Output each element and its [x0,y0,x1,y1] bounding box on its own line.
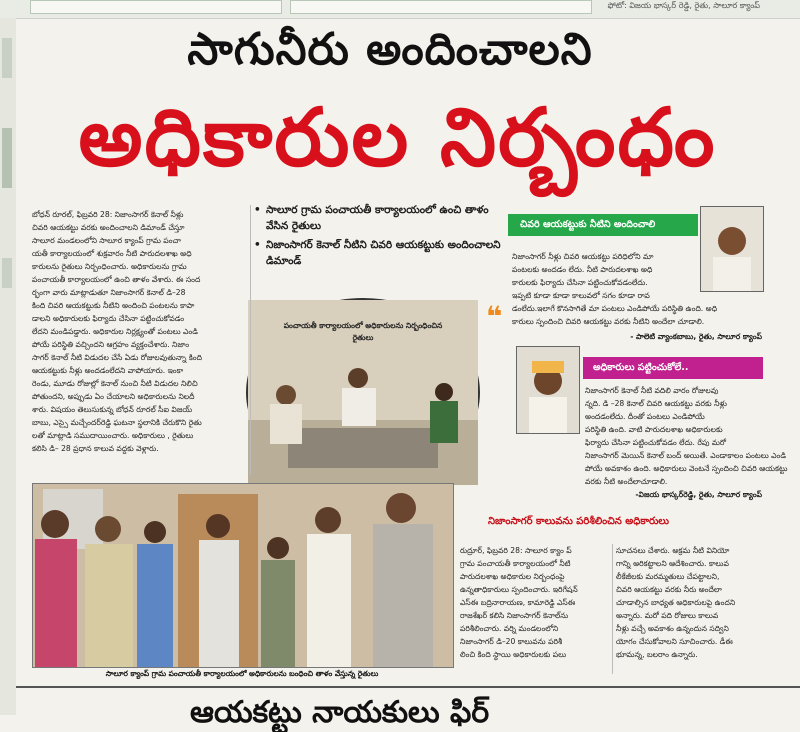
text-line: బోధన్ రూరల్, ఫిబ్రవరి 28: నిజాంసాగర్ కెనాల్ నీళ్లు [32,210,184,219]
text-line: శారు. విషయం తెలుసుకున్న బోధన్ రూరల్ సీఐ విజయ్ [32,405,193,414]
left-article [32,208,246,455]
text-line: ఫిర్యాదు చేసినా పట్టించుకోవడం లేదు. రేపు మరో [585,438,726,447]
text-line: సాలూర మండలంలోని సాలూర క్యాంప్ గ్రామ పంచా [32,236,181,245]
text-line: అందడంలేదు. దీంతో పంటలు ఎండిపోయే [585,412,705,421]
margin-strip [2,258,12,288]
main-photo [32,483,454,668]
text-line: రాజశేఖర్ కలిసి నిజాంసాగర్ కెనాల్‌ను [460,611,569,620]
text-line: చూడాల్సిన బాధ్యత అధికారులపై ఉందని [616,598,736,607]
text-line: భూమన్న, బలరాం ఉన్నారు. [616,650,698,659]
text-line: లించి కింది స్థాయి అధికారులకు పలు [460,650,567,659]
top-box-left [30,0,282,14]
top-strip [0,0,800,19]
text-line: పంటలకు అందడం లేదు. నీటి పారుదలశాఖ అధి [512,265,653,274]
bottom-headline: ఆయకట్టు నాయకులు ఫిర్ [190,695,490,730]
text-line: నిజాంసాగర్ కెనాల్ నీటి వదిలి వారం రోజులవు [585,386,719,395]
text-line: లతో మాట్లాడి సముదాయించారు. అధికారులు , రైతులు [32,431,194,440]
text-line: న్నది. డి –28 కెనాల్ చివరి ఆయకట్టు వరకు నీళ్లు [585,399,727,408]
text-line: డంలేదు.ఇలాగే కొనసాగితే మా పంటలు ఎండిపోయే పరిస్థితి ఉంది. అధి [512,304,718,313]
text-line: ఎస్ఈ బద్రినారాయణ, కామారెడ్డి ఎస్ఈ [460,598,576,607]
sub-article-col1 [460,544,610,661]
sub-article-title: నిజాంసాగర్ కాలువను పరిశీలించిన అధికారులు [488,516,669,527]
main-photo-scene [33,484,453,667]
text-line: యోగం చేసుకోవాలని సూచించారు. డీఈ [616,637,733,646]
text-line: కలిసి డి– 28 ప్రధాన కాలువ వద్దకు వెళ్లారు. [32,444,159,453]
text-line: గ్రామ పంచాయతీ కార్యాలయంలో నీటి [460,559,571,568]
inset-photo [246,298,480,487]
bullet-text: సాలూర గ్రామ పంచాయతీ కార్యాలయంలో ఉంచి తాళం వేసిన రైతులు [266,204,489,232]
magenta-box-title: అధికారులు పట్టించుకోలే.. [583,357,763,379]
headline-line1: సాగునీరు అందించాలని [187,24,593,75]
bullet-text: నిజాంసాగర్ కెనాల్ నీటిని చివరి ఆయకట్టుకు అందించాలని డిమాండ్ [266,239,501,267]
margin-strip [2,38,12,78]
text-line: యతీ కార్యాలయంలో శుక్రవారం నీటి పారుదలశాఖ అధి [32,249,192,258]
text-line: నీళ్లు వచ్చే అవకాశం ఉన్నందున సద్విని [616,624,729,633]
text-line: నిజాంసాగర్ నీళ్లు చివరి ఆయకట్టు పరిధిలోని మా [512,252,654,261]
text-line: కారులను రైతులు నిర్బంధించారు. అధికారులను గ్రామ [32,262,187,271]
text-line: పోయే పరిస్థితి వచ్చిందని ఆగ్రహం వ్యక్తంచేశారు. నిజాం [32,340,190,349]
bullet-item [254,237,504,269]
text-line: రెండు, మూడు రోజుల్లో కెనాల్ నుంచి నీటి విడుదల నిలిచి [32,379,198,388]
text-line: వరకు నీటి అందేలాచూడాలి. [585,477,668,486]
green-box-body [512,250,762,328]
magenta-box-body [585,384,788,488]
bullet-icon: • [254,239,261,251]
sub-article-col2 [616,544,766,661]
text-line: చివరి ఆయకట్టు వరకు నీరు అందేలా [616,585,722,594]
bullet-item [254,202,504,234]
text-line: పారుదలశాఖ అధికారుల నిర్బంధంపై [460,572,565,581]
text-line: పోతుందని, అప్పుడు ఏం చేయాలని అధికారులను నిలదీ [32,392,195,401]
text-line: కింది చివరి ఆయకట్టుకు నీటిని అందించి పంటలను కాపా [32,301,195,310]
text-line: డాలని అధికారులకు ఫిర్యాదు చేసినా పట్టించుకోవడం [32,314,185,323]
farmer-photo-2 [516,346,580,434]
text-line: కారులు స్పందించి చివరి ఆయకట్టు వరకు నీటిని అందేలా చూడాలి. [512,317,705,326]
inset-caption: పంచాయతీ కార్యాలయంలో అధికారులను నిర్బంధించిన రైతులు [283,321,443,342]
margin-strip [2,128,12,188]
bullet-icon: • [254,204,261,216]
top-box-mid [290,0,592,14]
text-line: పంచాయతీ కార్యాలయంలో ఉంచి తాళం వేశారు. ఈ సంద [32,275,201,284]
text-line: పరిశీలించారు. వర్ని మండలంలోని [460,624,559,633]
text-line: బాబు, ఎస్సై మచ్చేందర్‌రెడ్డి ఘటనా స్థలానికి చేరుకొని రైతు [32,418,202,427]
green-box-signature: - పాలెటి వ్యాంకబాబు, రైతు, సాలూర క్యాంప్ [630,332,762,341]
text-line: ఇప్పటి కూడా కూడా కాలువలో సగం కూడా రావ [512,291,650,300]
text-line: ర్భంగా వారు మాట్లాడుతూ నిజాంసాగర్ కెనాల్ డి–28 [32,288,186,297]
column-divider [250,205,251,475]
green-box-title: చివరి ఆయకట్టుకు నీటిని అందించాలి [508,214,698,236]
quote-mark-icon: ❝ [486,300,503,333]
text-line: అన్నారు. మరో పది రోజులు కాలువ [616,611,719,620]
text-line: పోయే అవకాశం ఉంది. అధికారులు వెంటనే స్పందించి చివరి ఆయకట్టు [585,464,788,473]
column-divider [612,544,613,674]
left-margin [0,18,16,715]
text-line: ఉన్నతాధికారులు స్పందించారు. ఇరిగేషన్ [460,585,578,594]
farmer-portrait-icon [517,347,579,433]
text-line: నిజాంసాగర్ డి–20 కాలువను పరిశీ [460,637,563,646]
text-line: నిజాంసాగర్ మెయిన్ కెనాల్ బంద్ అయితే. ఎండాకాలం పంటలు ఎండి [585,451,786,460]
magenta-box-signature: -విజయ భాస్కర్‌రెడ్డి, రైతు, సాలూర క్యాంప్ [635,490,762,499]
text-line: సూచనలు చేశారు. అక్రమ నీటి వినియో [616,546,730,555]
text-line: ఆయకట్టుకు నీళ్లు అందడంలేదని వాపోయారు. ఇంకా [32,366,184,375]
text-line: సాగర్ కెనాల్ నీటి విడుదల చేసే ఏడు రోజులవుతున్నా కింది [32,353,203,362]
text-line: పరిస్థితి ఉంది. వాటి పారుదలశాఖ అధికారులకు [585,425,723,434]
photo-credit: ఫోటో: విజయ భాస్కర్ రెడ్డి, రైతు, సాలూర క్యాంప్ [607,1,760,10]
main-photo-caption: సాలూర క్యాంప్ గ్రామ పంచాయతీ కార్యాలయంలో అధికారులను బంధించి తాళం వేస్తున్న రైతులు [105,669,379,678]
text-line: చివరి ఆయకట్టు వరకు అందించాలని డిమాండ్ చేస్తూ [32,223,185,232]
text-line: లీకేజీలకు మరమ్మతులు చేపట్టాలని, [616,572,720,581]
headline-line2: అధికారుల నిర్బంధం [78,91,717,184]
bottom-rule [16,686,800,688]
text-line: కారులకు ఫిర్యాదు చేసినా పట్టించుకోవడంలేదు. [512,278,648,287]
bullet-list [254,202,504,272]
text-line: లేదని మండిపడ్డారు. అధికారుల నిర్లక్ష్యంతో పంటలు ఎండి [32,327,198,336]
text-line: గాన్ని అరికట్టాలని ఆదేశించారు. కాలువ [616,559,729,568]
text-line: రుద్రూర్, ఫిబ్రవరి 28: సాలూర క్యాం ప్ [460,546,572,555]
